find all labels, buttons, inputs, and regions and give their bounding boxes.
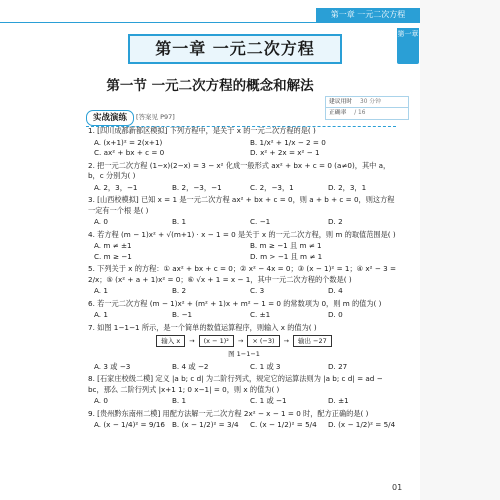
option-c[interactable]: C. ±1: [250, 310, 271, 319]
accuracy-label: 正确率: [329, 110, 347, 116]
option-b[interactable]: B. 2，−3，−1: [172, 182, 222, 192]
question-list: [88, 126, 400, 433]
option-b[interactable]: B. 4 或 −2: [172, 361, 209, 371]
header-bar: [0, 8, 420, 23]
suggested-time-row: [326, 97, 408, 108]
option-c[interactable]: C. (x − 1/2)² = 5/4: [250, 420, 317, 429]
option-b[interactable]: B. 1/x² + 1/x − 2 = 0: [250, 137, 326, 147]
question-6-options: [88, 310, 400, 321]
right-margin-stripe: [420, 0, 500, 500]
arrow-icon: →: [189, 336, 195, 345]
question-2: 2. 把一元二次方程 (1−x)(2−x) = 3 − x² 化成一般形式 ax² + bx + c = 0 (a≠0)，其中 a，b，c 分别为( ): [88, 160, 391, 180]
option-c[interactable]: C. 1 或 −1: [250, 396, 287, 405]
option-a[interactable]: A. 1: [94, 310, 108, 319]
question-3: 3. [山西校模拟] 已知 x = 1 是一元二次方程 ax² + bx + c = 0，则 a + b + c = 0，则这方程一定有一个根 是( ): [88, 195, 395, 215]
question-5: 5. 下列关于 x 的方程：① ax² + bx + c = 0；② x² − 4x = 0；③ (x − 1)² = 1；④ x² − 3 = 2/x；⑤ (x² + a + 1)x² = 0；⑥ √x + 1 = x − 1，其中一元二次方程的个数是( ): [88, 264, 396, 284]
question-8: 8. [石家庄校级二模] 定义 |a b; c d| 为二阶行列式，规定它的运算法则为 |a b; c d| = ad − bc，那么 二阶行列式 |x+1 1; 0 x−1| = 0，则 x 的值为( ): [88, 374, 383, 394]
option-a[interactable]: A. (x+1)² = 2(x+1): [94, 137, 163, 147]
option-c[interactable]: C. −1: [250, 217, 271, 226]
option-a[interactable]: A. 0: [94, 396, 108, 405]
option-a[interactable]: A. 1: [94, 286, 108, 295]
question-9: 9. [贵州黔东南州二模] 用配方法解一元二次方程 2x² − x − 1 = 0 时，配方正确的是( ): [88, 408, 369, 418]
option-c[interactable]: C. 3: [250, 286, 265, 295]
flow-step-2: × (−3): [247, 335, 279, 347]
arrow-icon: →: [283, 336, 289, 345]
answer-reference: [答案见 P97]: [136, 113, 175, 121]
side-chapter-tab: 第一章: [397, 28, 419, 64]
question-9-options: [88, 420, 400, 431]
option-d[interactable]: D. 0: [328, 310, 343, 319]
option-d[interactable]: D. 2，3，1: [328, 182, 367, 192]
page-number: 01: [392, 483, 403, 492]
flow-step-1: (x − 1)²: [199, 335, 234, 347]
figure-caption: 图 1−1−1: [228, 350, 260, 358]
arrow-icon: →: [237, 336, 244, 345]
option-b[interactable]: B. 2: [172, 286, 187, 295]
option-b[interactable]: B. −1: [172, 310, 193, 319]
option-a[interactable]: A. 3 或 −3: [94, 361, 131, 371]
option-c[interactable]: C. 2，−3，1: [250, 182, 294, 192]
option-c[interactable]: C. ax² + bx + c = 0: [94, 148, 165, 157]
accuracy-value: / 16: [354, 110, 366, 116]
option-c[interactable]: C. m ≥ −1: [94, 251, 132, 261]
question-6: 6. 若一元二次方程 (m − 1)x² + (m² + 1)x + m² − 1 = 0 的常数项为 0，则 m 的值为( ): [88, 298, 382, 308]
question-7: 7. 如图 1−1−1 所示，是一个简单的数值运算程序，则输入 x 的值为( ): [88, 322, 317, 332]
flowchart: [88, 335, 400, 347]
flow-input: 输入 x: [156, 335, 185, 347]
option-c[interactable]: C. 1 或 3: [250, 361, 281, 371]
option-d[interactable]: D. 27: [328, 361, 348, 371]
option-a[interactable]: A. 0: [94, 217, 108, 226]
section-title: 第一节 一元二次方程的概念和解法: [106, 78, 314, 94]
question-1: 1. [四川成都新都区模拟] 下列方程中，是关于 x 的一元二次方程的是( ): [88, 126, 316, 135]
option-d[interactable]: D. 4: [328, 286, 343, 295]
option-b[interactable]: B. (x − 1/2)² = 3/4: [172, 420, 239, 429]
option-b[interactable]: B. 1: [172, 396, 187, 405]
question-4-options: [88, 241, 400, 262]
option-b[interactable]: B. m ≥ −1 且 m ≠ 1: [250, 241, 322, 250]
question-4: 4. 若方程 (m − 1)x² + √(m+1) · x − 1 = 0 是关于 x 的一元二次方程，则 m 的取值范围是( ): [88, 229, 396, 239]
option-b[interactable]: B. 1: [172, 217, 187, 226]
chapter-title: 第一章 一元二次方程: [128, 34, 342, 64]
option-a[interactable]: A. m ≠ ±1: [94, 241, 132, 250]
option-a[interactable]: A. (x − 1/4)² = 9/16: [94, 420, 165, 429]
option-d[interactable]: D. 2: [328, 217, 343, 226]
question-1-options: [88, 138, 400, 159]
option-d[interactable]: D. ±1: [328, 396, 349, 405]
option-d[interactable]: D. (x − 1/2)² = 5/4: [328, 420, 396, 429]
question-2-options: [88, 183, 400, 194]
practice-label: 实战演练: [86, 110, 134, 126]
flow-output: 输出 −27: [293, 335, 332, 347]
question-8-options: [88, 396, 400, 407]
question-5-options: [88, 286, 400, 297]
option-d[interactable]: D. x² + 2x = x² − 1: [250, 148, 320, 157]
question-7-options: [88, 362, 400, 373]
question-3-options: [88, 217, 400, 228]
option-a[interactable]: A. 2，3，−1: [94, 182, 138, 192]
option-d[interactable]: D. m > −1 且 m ≠ 1: [250, 251, 323, 261]
chapter-tag: 第一章 一元二次方程: [316, 8, 420, 22]
suggested-time-label: 建议用时: [329, 99, 353, 105]
suggested-time-value: 30 分钟: [360, 99, 381, 105]
